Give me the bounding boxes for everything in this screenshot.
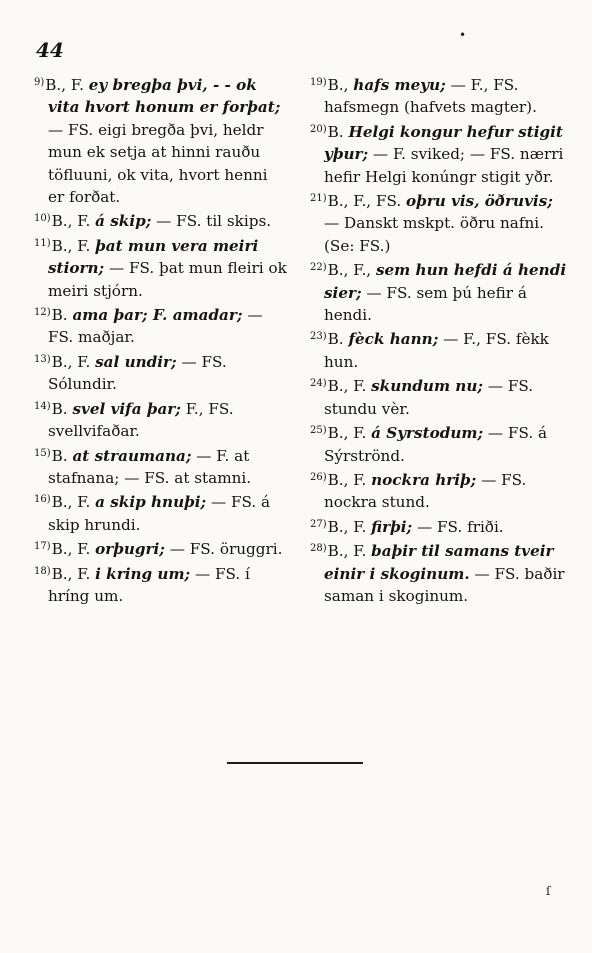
footnote [34, 489, 288, 536]
footnote-source: B., F. [51, 540, 96, 559]
footnote-variant: — FS. baðir saman i skoginum. [324, 564, 565, 605]
footnote [310, 538, 572, 607]
footnote [34, 536, 288, 560]
footnote-variant: — Danskt mskpt. öðru nafni. (Se: FS.) [324, 214, 544, 255]
footnote-reading: skundum nu; [371, 377, 483, 396]
footnote-variant: — FS. maðjar. [48, 306, 263, 347]
footnote-variant: — FS. Sólundir. [48, 352, 227, 394]
footnote [34, 561, 288, 608]
footnote-source: B., F. [45, 76, 89, 94]
footnote-variant: — F. sviked; — FS. nærri hefir Helgi konúngr stigit yðr. [324, 145, 564, 186]
footnote-end-rule [227, 762, 363, 764]
footnote-reading: á skip; [95, 212, 152, 231]
footnote [34, 349, 288, 396]
footnote-reading: i kring um; [95, 564, 191, 583]
footnote-reading: Helgi kongur hefur stigit yþur; [324, 122, 563, 164]
footnote-number: 27) [310, 518, 327, 530]
footnote-number: 12) [34, 307, 51, 319]
footnote-variant: — FS. sem þú hefir á hendi. [324, 283, 527, 325]
ink-mark: ſ [546, 884, 551, 898]
footnote-source: B., [327, 76, 354, 94]
footnote-reading: at straumana; [72, 446, 192, 465]
footnote-number: 26) [310, 471, 327, 483]
footnote-variant: — F., FS. fèkk hun. [324, 330, 549, 371]
footnote-variant: — FS. í hríng um. [48, 564, 250, 605]
footnote [310, 257, 572, 326]
footnote-reading: baþir til samans tveir einir i skoginum. [324, 542, 554, 583]
right-column [310, 72, 572, 607]
footnote-source: B., F. [51, 493, 96, 512]
footnote-number: 14) [34, 400, 51, 412]
footnote-source: B., F., FS. [327, 192, 406, 211]
footnote-source: B., F. [327, 424, 372, 443]
footnote [34, 396, 288, 443]
footnote-variant: — FS. þat mun fleiri ok meiri stjórn. [48, 259, 287, 300]
footnote [310, 420, 572, 467]
footnote [310, 467, 572, 514]
footnote-number: 22) [310, 262, 327, 274]
footnote-reading: a skip hnuþi; [95, 493, 207, 512]
footnote-source: B., F. [51, 352, 96, 371]
footnote-number: 19) [310, 77, 327, 88]
footnote-number: 15) [34, 447, 51, 459]
footnote [310, 72, 572, 119]
ink-speck: • [459, 28, 467, 42]
footnote [310, 326, 572, 373]
footnote-number: 23) [310, 331, 327, 343]
page-number: 44 [36, 38, 64, 62]
footnote-reading: fèck hann; [348, 330, 439, 349]
footnote-number: 17) [34, 541, 51, 553]
footnote-variant: — FS. eigi bregða þvi, heldr mun ek setja at hinni rauðu töfluuni, ok vita, hvort henni er forðat. [48, 120, 268, 207]
footnote-source: B., F. [51, 212, 96, 231]
footnote-reading: ama þar; F. amadar; [72, 306, 243, 325]
footnote-source: B. [51, 399, 73, 418]
footnote-variant: — FS. á skip hrundi. [48, 493, 271, 534]
footnote-number: 21) [310, 193, 327, 205]
footnote-source: B. [327, 122, 349, 141]
footnote [34, 208, 288, 232]
footnote-variant: — FS. öruggri. [164, 540, 283, 559]
footnote-number: 16) [34, 494, 51, 506]
footnote [34, 72, 288, 208]
footnote-reading: svel vifa þar; [72, 399, 181, 418]
footnote-reading: nockra hriþ; [371, 470, 477, 489]
footnote-variant: — FS. nockra stund. [324, 470, 527, 512]
footnote-variant: — F., FS. hafsmegn (hafvets magter). [324, 76, 537, 117]
footnote-number: 24) [310, 378, 327, 390]
footnote-source: B., F. [327, 470, 372, 489]
footnote-reading: hafs meyu; [353, 76, 446, 94]
footnote-number: 9) [34, 77, 45, 88]
footnote-reading: oþru vis, öðruvis; [406, 192, 553, 211]
footnote-source: B., F. [327, 542, 372, 561]
footnote-source: B. [51, 446, 73, 465]
footnote-number: 20) [310, 123, 327, 135]
footnote [34, 443, 288, 490]
footnote-source: B., F. [51, 564, 96, 583]
footnote-variant: — FS. stundu vèr. [324, 377, 534, 418]
footnote [310, 514, 572, 538]
footnote-variant: — F. at stafnana; — FS. at stamni. [48, 446, 252, 487]
footnote-number: 25) [310, 425, 327, 437]
footnote-number: 28) [310, 543, 327, 555]
footnote-source: B., F. [327, 517, 372, 536]
footnote-number: 13) [34, 353, 51, 365]
footnote-reading: orþugri; [95, 540, 165, 559]
footnote-source: B., F. [327, 377, 372, 396]
footnote-source: B., F., [327, 261, 376, 280]
footnote-variant: F., FS. svellvifaðar. [48, 399, 234, 441]
footnote-variant: — FS. til skips. [151, 212, 272, 231]
left-column [34, 72, 288, 607]
footnote-number: 10) [34, 213, 51, 225]
footnote [34, 302, 288, 349]
footnote-variant: — FS. friði. [412, 517, 504, 536]
footnote-reading: á Syrstodum; [371, 424, 484, 443]
footnote-reading: sal undir; [95, 352, 177, 371]
footnote [310, 188, 572, 257]
footnote [310, 373, 572, 420]
footnote-source: B. [327, 330, 349, 349]
footnote-source: B. [51, 306, 73, 325]
footnote-reading: ey bregþa þvi, - - ok vita hvort honum er forþat; [48, 76, 281, 117]
footnote-reading: þat mun vera meiri stiorn; [48, 236, 259, 278]
footnote-variant: — FS. á Sýrströnd. [324, 424, 548, 465]
footnote-reading: sem hun hefdi á hendi sier; [324, 261, 567, 302]
footnote-source: B., F. [51, 236, 96, 255]
footnote [34, 233, 288, 302]
footnote-number: 11) [34, 237, 51, 249]
footnote-reading: firþi; [371, 517, 413, 536]
footnote [310, 119, 572, 188]
footnote-number: 18) [34, 565, 51, 577]
